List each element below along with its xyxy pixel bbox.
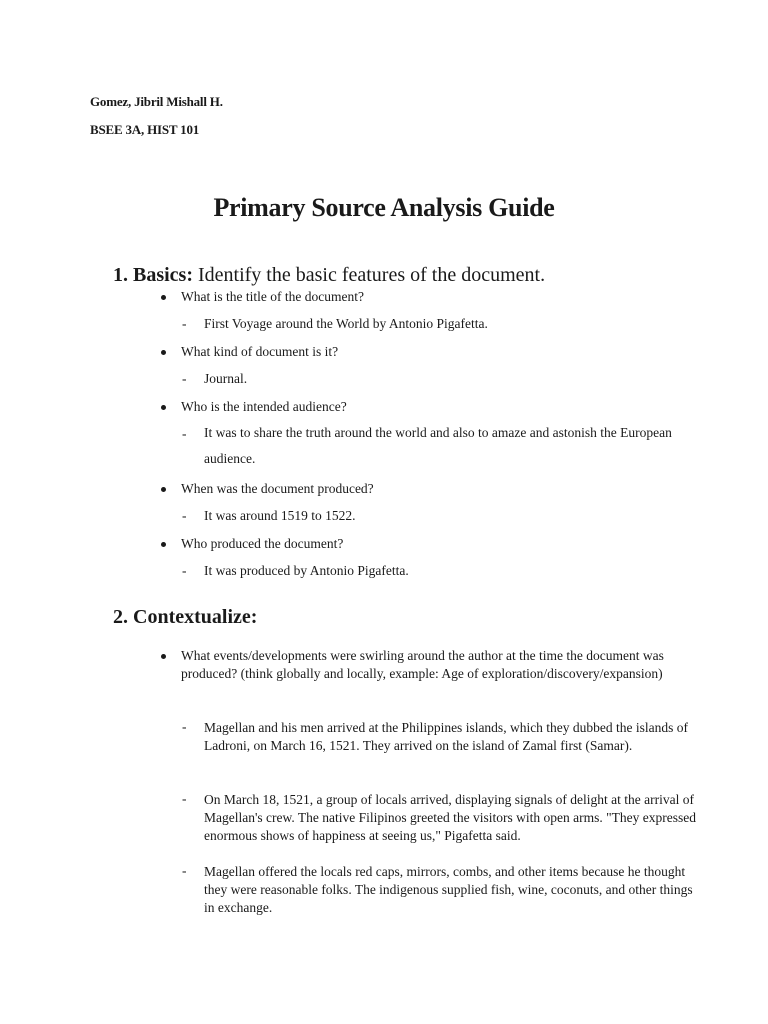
dash-icon: - [182, 316, 187, 331]
section-1-heading [113, 264, 545, 287]
answer-context-1: Magellan and his men arrived at the Philippines islands, which they dubbed the islands of Ladroni, on March 16, 1521. They arrived on the island of Zamal first (Samar). [204, 720, 689, 753]
question-author: Who produced the document? [181, 536, 344, 551]
section-2-number: 2. [113, 606, 128, 628]
question-audience: Who is the intended audience? [181, 399, 347, 414]
course-code: BSEE 3A, HIST 101 [90, 122, 200, 137]
dash-icon: - [182, 863, 187, 878]
question-title: What is the title of the document? [181, 289, 364, 304]
bullet-icon [161, 350, 166, 355]
section-1-heading-bold: Basics: [133, 264, 193, 286]
student-name: Gomez, Jibril Mishall H. [90, 94, 223, 109]
dash-icon: - [182, 563, 187, 578]
bullet-icon [161, 295, 166, 300]
section-1-number: 1. [113, 264, 128, 286]
dash-icon: - [182, 426, 187, 441]
section-1-heading-text: Identify the basic features of the document. [193, 264, 546, 286]
answer-context-2: On March 18, 1521, a group of locals arrived, displaying signals of delight at the arrival of Magellan's crew. The native Filipinos greeted the visitors with open arms. "They expressed enormous shows of happiness at seeing us," Pigafetta said. [204, 792, 696, 843]
document-title: Primary Source Analysis Guide [213, 193, 555, 222]
section-2-heading-text: Contextualize: [133, 606, 258, 628]
question-context: What events/developments were swirling around the author at the time the document was produced? (think globally and locally, example: Age of exploration/discovery/expansion) [181, 648, 664, 681]
bullet-icon [161, 487, 166, 492]
bullet-icon [161, 654, 166, 659]
answer-context-3: Magellan offered the locals red caps, mirrors, combs, and other items because he thought they were reasonable folks. The indigenous supplied fish, wine, coconuts, and other things in exchange. [204, 864, 693, 915]
answer-kind: Journal. [204, 371, 248, 386]
section-2-heading [113, 606, 257, 629]
question-date: When was the document produced? [181, 481, 374, 496]
question-kind: What kind of document is it? [181, 344, 339, 359]
dash-icon: - [182, 371, 187, 386]
bullet-icon [161, 542, 166, 547]
dash-icon: - [182, 791, 187, 806]
answer-author: It was produced by Antonio Pigafetta. [204, 563, 409, 578]
bullet-icon [161, 405, 166, 410]
answer-date: It was around 1519 to 1522. [204, 508, 356, 523]
dash-icon: - [182, 719, 187, 734]
dash-icon: - [182, 508, 187, 523]
answer-audience: It was to share the truth around the world and also to amaze and astonish the European audience. [204, 425, 672, 466]
answer-title: First Voyage around the World by Antonio Pigafetta. [204, 316, 488, 331]
